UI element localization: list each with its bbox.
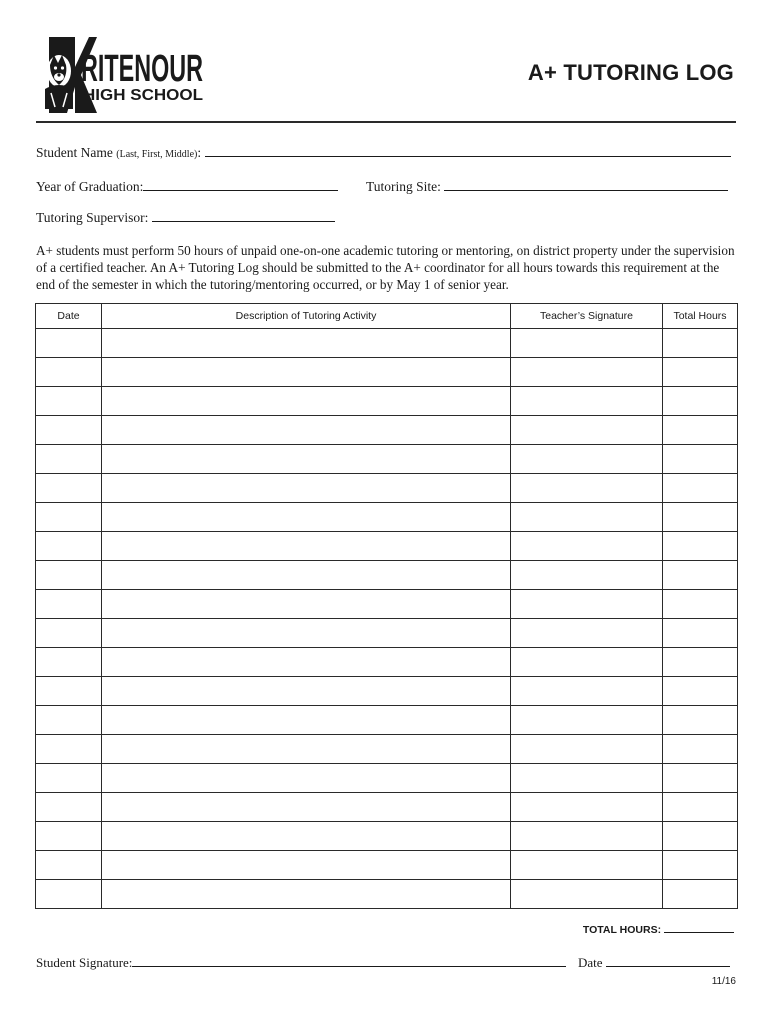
date-cell[interactable] [36,735,102,764]
table-row [36,474,738,503]
tutoring-site-field[interactable] [444,178,728,191]
date-cell[interactable] [36,387,102,416]
teacher-signature-cell[interactable] [511,880,663,909]
table-row [36,851,738,880]
description-cell[interactable] [102,764,511,793]
date-cell[interactable] [36,677,102,706]
total-hours-cell[interactable] [663,706,738,735]
date-cell[interactable] [36,822,102,851]
total-hours-field[interactable] [664,922,734,933]
date-cell[interactable] [36,329,102,358]
date-cell[interactable] [36,619,102,648]
student-name-label: Student Name [36,145,113,160]
description-cell[interactable] [102,735,511,764]
column-header-teacher-signature: Teacher’s Signature [511,304,663,329]
date-cell[interactable] [36,474,102,503]
table-row [36,764,738,793]
column-header-date: Date [36,304,102,329]
date-cell[interactable] [36,358,102,387]
teacher-signature-cell[interactable] [511,822,663,851]
table-row [36,329,738,358]
table-row [36,416,738,445]
teacher-signature-cell[interactable] [511,619,663,648]
column-header-total-hours: Total Hours [663,304,738,329]
description-cell[interactable] [102,416,511,445]
description-cell[interactable] [102,329,511,358]
table-row [36,387,738,416]
tutoring-site-label: Tutoring Site: [366,179,441,194]
year-of-graduation-label: Year of Graduation: [36,179,144,194]
total-hours-cell[interactable] [663,474,738,503]
teacher-signature-cell[interactable] [511,735,663,764]
total-hours-cell[interactable] [663,822,738,851]
column-header-description: Description of Tutoring Activity [102,304,511,329]
date-cell[interactable] [36,648,102,677]
total-hours-cell[interactable] [663,445,738,474]
teacher-signature-cell[interactable] [511,793,663,822]
year-of-graduation-field[interactable] [143,178,338,191]
table-row [36,590,738,619]
date-cell[interactable] [36,416,102,445]
total-hours-cell[interactable] [663,590,738,619]
table-row [36,648,738,677]
table-header-row [36,304,738,329]
signature-date-row [578,954,730,971]
description-cell[interactable] [102,822,511,851]
description-cell[interactable] [102,474,511,503]
total-hours-label: TOTAL HOURS: [582,924,662,936]
date-cell[interactable] [36,532,102,561]
date-cell[interactable] [36,851,102,880]
date-cell[interactable] [36,793,102,822]
signature-date-field[interactable] [606,954,730,967]
description-cell[interactable] [102,648,511,677]
teacher-signature-cell[interactable] [511,329,663,358]
table-row [36,503,738,532]
school-logo [37,37,212,113]
description-cell[interactable] [102,793,511,822]
total-hours-cell[interactable] [663,532,738,561]
description-cell[interactable] [102,561,511,590]
tutoring-site-row [366,178,728,195]
total-hours-cell[interactable] [663,793,738,822]
page-title: A+ TUTORING LOG [527,60,734,85]
description-cell[interactable] [102,677,511,706]
student-signature-row [36,954,566,971]
date-label: Date [578,955,603,970]
total-hours-cell[interactable] [663,619,738,648]
teacher-signature-cell[interactable] [511,764,663,793]
total-hours-row [583,922,734,936]
date-cell[interactable] [36,880,102,909]
total-hours-cell[interactable] [663,764,738,793]
teacher-signature-cell[interactable] [511,474,663,503]
date-cell[interactable] [36,503,102,532]
description-cell[interactable] [102,880,511,909]
tutoring-supervisor-field[interactable] [152,209,335,222]
header-divider [36,121,736,123]
description-cell[interactable] [102,358,511,387]
tutoring-log-table [35,303,738,909]
teacher-signature-cell[interactable] [511,677,663,706]
date-cell[interactable] [36,445,102,474]
teacher-signature-cell[interactable] [511,590,663,619]
total-hours-cell[interactable] [663,503,738,532]
date-cell[interactable] [36,764,102,793]
student-signature-label: Student Signature: [36,955,133,970]
form-revision-code: 11/16 [711,976,736,987]
table-row [36,532,738,561]
total-hours-cell[interactable] [663,561,738,590]
logo-wordmark: RITENOUR [81,48,203,90]
date-cell[interactable] [36,706,102,735]
student-name-row [36,144,731,161]
logo-subtitle: HIGH SCHOOL [83,87,204,104]
teacher-signature-cell[interactable] [511,445,663,474]
total-hours-cell[interactable] [663,735,738,764]
date-cell[interactable] [36,561,102,590]
description-cell[interactable] [102,503,511,532]
teacher-signature-cell[interactable] [511,358,663,387]
table-row [36,445,738,474]
table-row [36,677,738,706]
student-signature-field[interactable] [132,954,566,967]
table-row [36,735,738,764]
table-row [36,358,738,387]
colon: : [197,145,202,160]
teacher-signature-cell[interactable] [511,648,663,677]
total-hours-cell[interactable] [663,358,738,387]
teacher-signature-cell[interactable] [511,532,663,561]
description-cell[interactable] [102,706,511,735]
teacher-signature-cell[interactable] [511,851,663,880]
teacher-signature-cell[interactable] [511,561,663,590]
total-hours-cell[interactable] [663,880,738,909]
total-hours-cell[interactable] [663,329,738,358]
teacher-signature-cell[interactable] [511,706,663,735]
graduation-row [36,178,338,195]
supervisor-row [36,209,335,226]
description-cell[interactable] [102,445,511,474]
table-row [36,822,738,851]
teacher-signature-cell[interactable] [511,416,663,445]
total-hours-cell[interactable] [663,851,738,880]
student-name-field[interactable] [205,144,731,157]
description-cell[interactable] [102,619,511,648]
description-cell[interactable] [102,387,511,416]
table-row [36,561,738,590]
description-cell[interactable] [102,590,511,619]
table-row [36,619,738,648]
description-cell[interactable] [102,532,511,561]
instructions-paragraph: A+ students must perform 50 hours of unpaid one-on-one academic tutoring or mentoring, on district property under the supervision of a certified teacher. An A+ Tutoring Log should be submitted to the A+ coordinator for all hours towards this requirement at the end of the semester in which the tutoring/mentoring occurred, or by May 1 of senior year. [36,243,735,292]
teacher-signature-cell[interactable] [511,503,663,532]
tutoring-supervisor-label: Tutoring Supervisor: [36,210,149,225]
description-cell[interactable] [102,851,511,880]
total-hours-cell[interactable] [663,387,738,416]
table-row [36,793,738,822]
total-hours-cell[interactable] [663,677,738,706]
total-hours-cell[interactable] [663,416,738,445]
table-row [36,880,738,909]
student-name-hint: (Last, First, Middle) [116,149,198,160]
total-hours-cell[interactable] [663,648,738,677]
date-cell[interactable] [36,590,102,619]
teacher-signature-cell[interactable] [511,387,663,416]
table-row [36,706,738,735]
